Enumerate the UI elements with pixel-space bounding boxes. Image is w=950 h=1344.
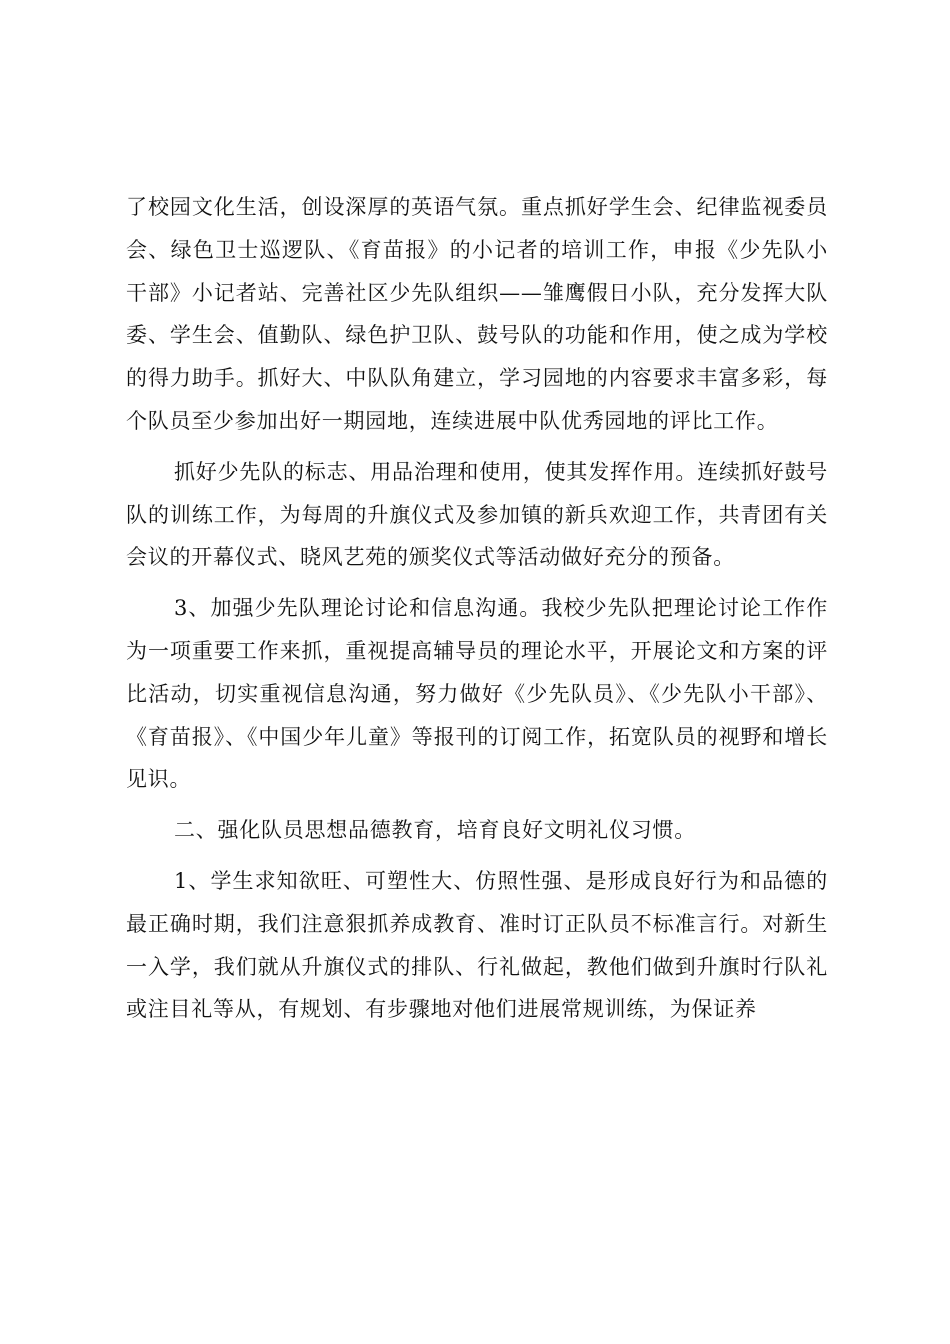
paragraph-habit-formation: 1、学生求知欲旺、可塑性大、仿照性强、是形成良好行为和品德的最正确时期，我们注意狠抓养成教育、准时订正队员不标准言行。对新生一入学，我们就从升旗仪式的排队、行礼做起，教他们做到升旗时行队礼或注目礼等从，有规划、有步骤地对他们进展常规训练，为保证养: [126, 868, 828, 1022]
paragraph-continuation: 了校园文化生活，创设深厚的英语气氛。重点抓好学生会、纪律监视委员会、绿色卫士巡逻队、《育苗报》的小记者的培训工作，申报《少先队小干部》小记者站、完善社区少先队组织——雏鹰假日小队，充分发挥大队委、学生会、值勤队、绿色护卫队、鼓号队的功能和作用，使之成为学校的得力助手。抓好大、中队队角建立，学习园地的内容要求丰富多彩，每个队员至少参加出好一期园地，连续进展中队优秀园地的评比工作。: [126, 195, 828, 433]
paragraph-pioneer-symbols: 抓好少先队的标志、用品治理和使用，使其发挥作用。连续抓好鼓号队的训练工作，为每周的升旗仪式及参加镇的新兵欢迎工作，共青团有关会议的开幕仪式、晓风艺苑的颁奖仪式等活动做好充分的预备。: [126, 459, 828, 570]
paragraph-theory-research: 3、加强少先队理论讨论和信息沟通。我校少先队把理论讨论工作作为一项重要工作来抓，重视提高辅导员的理论水平，开展论文和方案的评比活动，切实重视信息沟通，努力做好《少先队员》、《少先队小干部》、《育苗报》、《中国少年儿童》等报刊的订阅工作，拓宽队员的视野和增长见识。: [126, 596, 828, 792]
section-heading-moral-education: 二、强化队员思想品德教育，培育良好文明礼仪习惯。: [174, 818, 696, 843]
document-body: [126, 186, 828, 1039]
